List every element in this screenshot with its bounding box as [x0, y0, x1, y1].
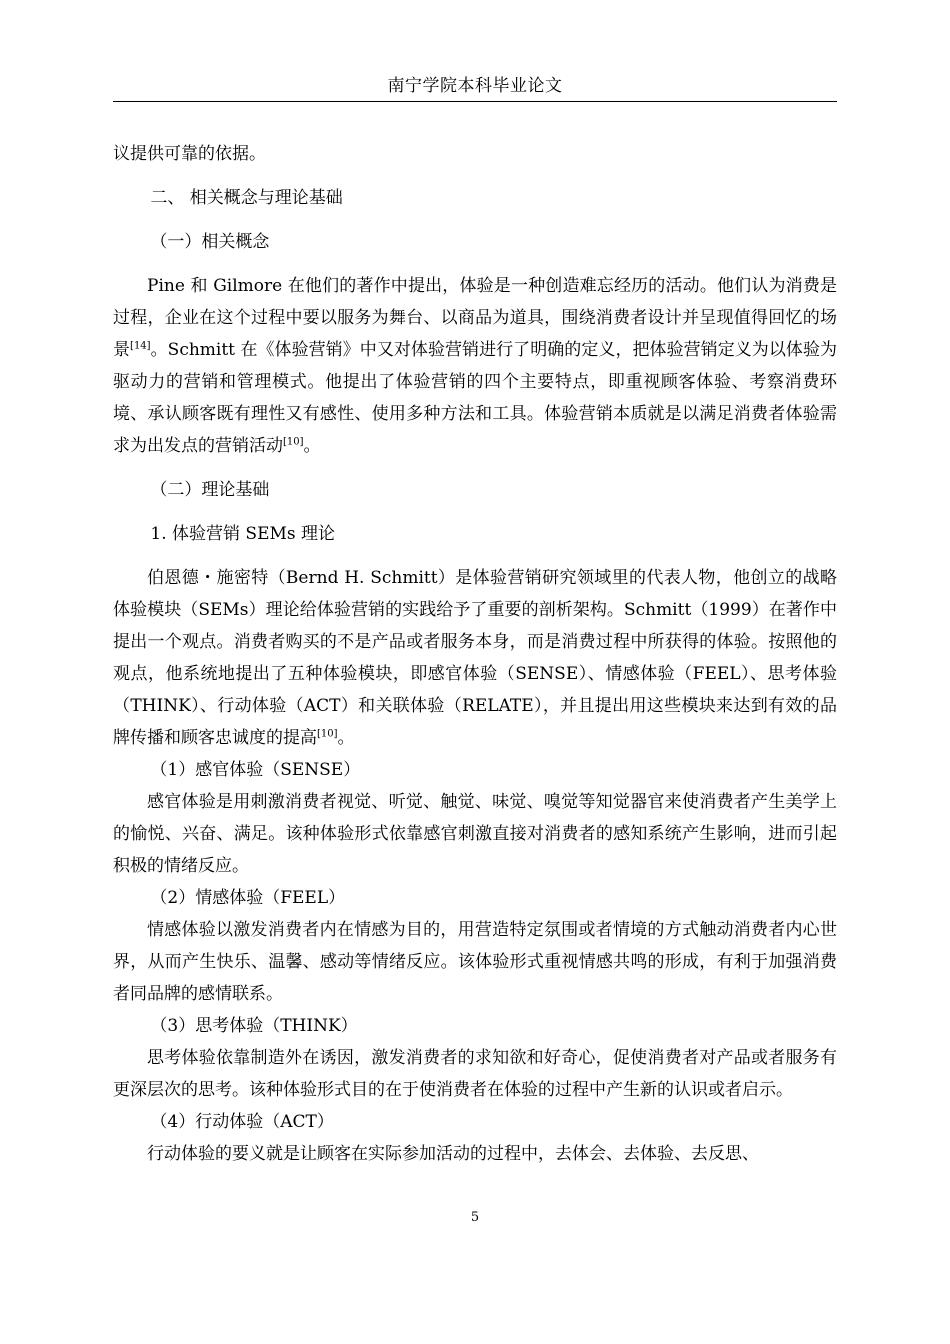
paragraph-text: 。	[303, 436, 321, 456]
citation: [10]	[283, 436, 304, 448]
paragraph-feel: 情感体验以激发消费者内在情感为目的，用营造特定氛围或者情境的方式触动消费者内心世界，从而产生快乐、温馨、感动等情绪反应。该体验形式重视情感共鸣的形成，有利于加强消费者同品牌的感情联系。	[113, 920, 837, 1004]
item-heading-feel: （2）情感体验（FEEL）	[150, 888, 346, 908]
page-header-title: 南宁学院本科毕业论文	[387, 76, 563, 96]
page-number: 5	[470, 1210, 480, 1225]
subsubsection-heading-sems: 1. 体验营销 SEMs 理论	[150, 524, 336, 544]
citation: [14]	[130, 340, 151, 352]
document-body	[113, 138, 837, 1170]
section-heading: 二、 相关概念与理论基础	[150, 188, 343, 208]
paragraph-text: 。	[337, 728, 355, 748]
paragraph-continuation: 议提供可靠的依据。	[113, 144, 266, 164]
header-rule	[113, 101, 837, 102]
item-heading-think: （3）思考体验（THINK）	[150, 1016, 358, 1036]
subsection-heading-concepts: （一）相关概念	[150, 232, 270, 252]
paragraph-concepts	[113, 270, 837, 462]
paragraph-text: 伯恩德・施密特（Bernd H. Schmitt）是体验营销研究领域里的代表人物，他创立的战略体验模块（SEMs）理论给体验营销的实践给予了重要的剖析架构。Schmitt（1999）在著作中提出一个观点。消费者购买的不是产品或者服务本身，而是消费过程中所获得的体验。按照他的观点，他系统地提出了五种体验模块，即感官体验（SENSE）、情感体验（FEEL）、思考体验（THINK）、行动体验（ACT）和关联体验（RELATE），并且提出用这些模块来达到有效的品牌传播和顾客忠诚度的提高	[113, 568, 837, 748]
paragraph-sense: 感官体验是用刺激消费者视觉、听觉、触觉、味觉、嗅觉等知觉器官来使消费者产生美学上的愉悦、兴奋、满足。该种体验形式依靠感官刺激直接对消费者的感知系统产生影响，进而引起积极的情绪反应。	[113, 792, 837, 876]
subsection-heading-theory: （二）理论基础	[150, 480, 270, 500]
paragraph-text: 。Schmitt 在《体验营销》中又对体验营销进行了明确的定义，把体验营销定义为以体验为驱动力的营销和管理模式。他提出了体验营销的四个主要特点，即重视顾客体验、考察消费环境、承认顾客既有理性又有感性、使用多种方法和工具。体验营销本质就是以满足消费者体验需求为出发点的营销活动	[113, 340, 837, 456]
item-heading-sense: （1）感官体验（SENSE）	[150, 760, 361, 780]
paragraph-text: Pine 和 Gilmore 在他们的著作中提出，体验是一种创造难忘经历的活动。他们认为消费是过程，企业在这个过程中要以服务为舞台、以商品为道具，围绕消费者设计并呈现值得回忆的场景	[113, 276, 837, 360]
citation: [10]	[317, 728, 338, 740]
paragraph-sems	[113, 562, 837, 754]
item-heading-act: （4）行动体验（ACT）	[150, 1112, 334, 1132]
paragraph-act: 行动体验的要义就是让顾客在实际参加活动的过程中，去体会、去体验、去反思、	[147, 1144, 759, 1164]
paragraph-think: 思考体验依靠制造外在诱因，激发消费者的求知欲和好奇心，促使消费者对产品或者服务有更深层次的思考。该种体验形式目的在于使消费者在体验的过程中产生新的认识或者启示。	[113, 1048, 837, 1100]
